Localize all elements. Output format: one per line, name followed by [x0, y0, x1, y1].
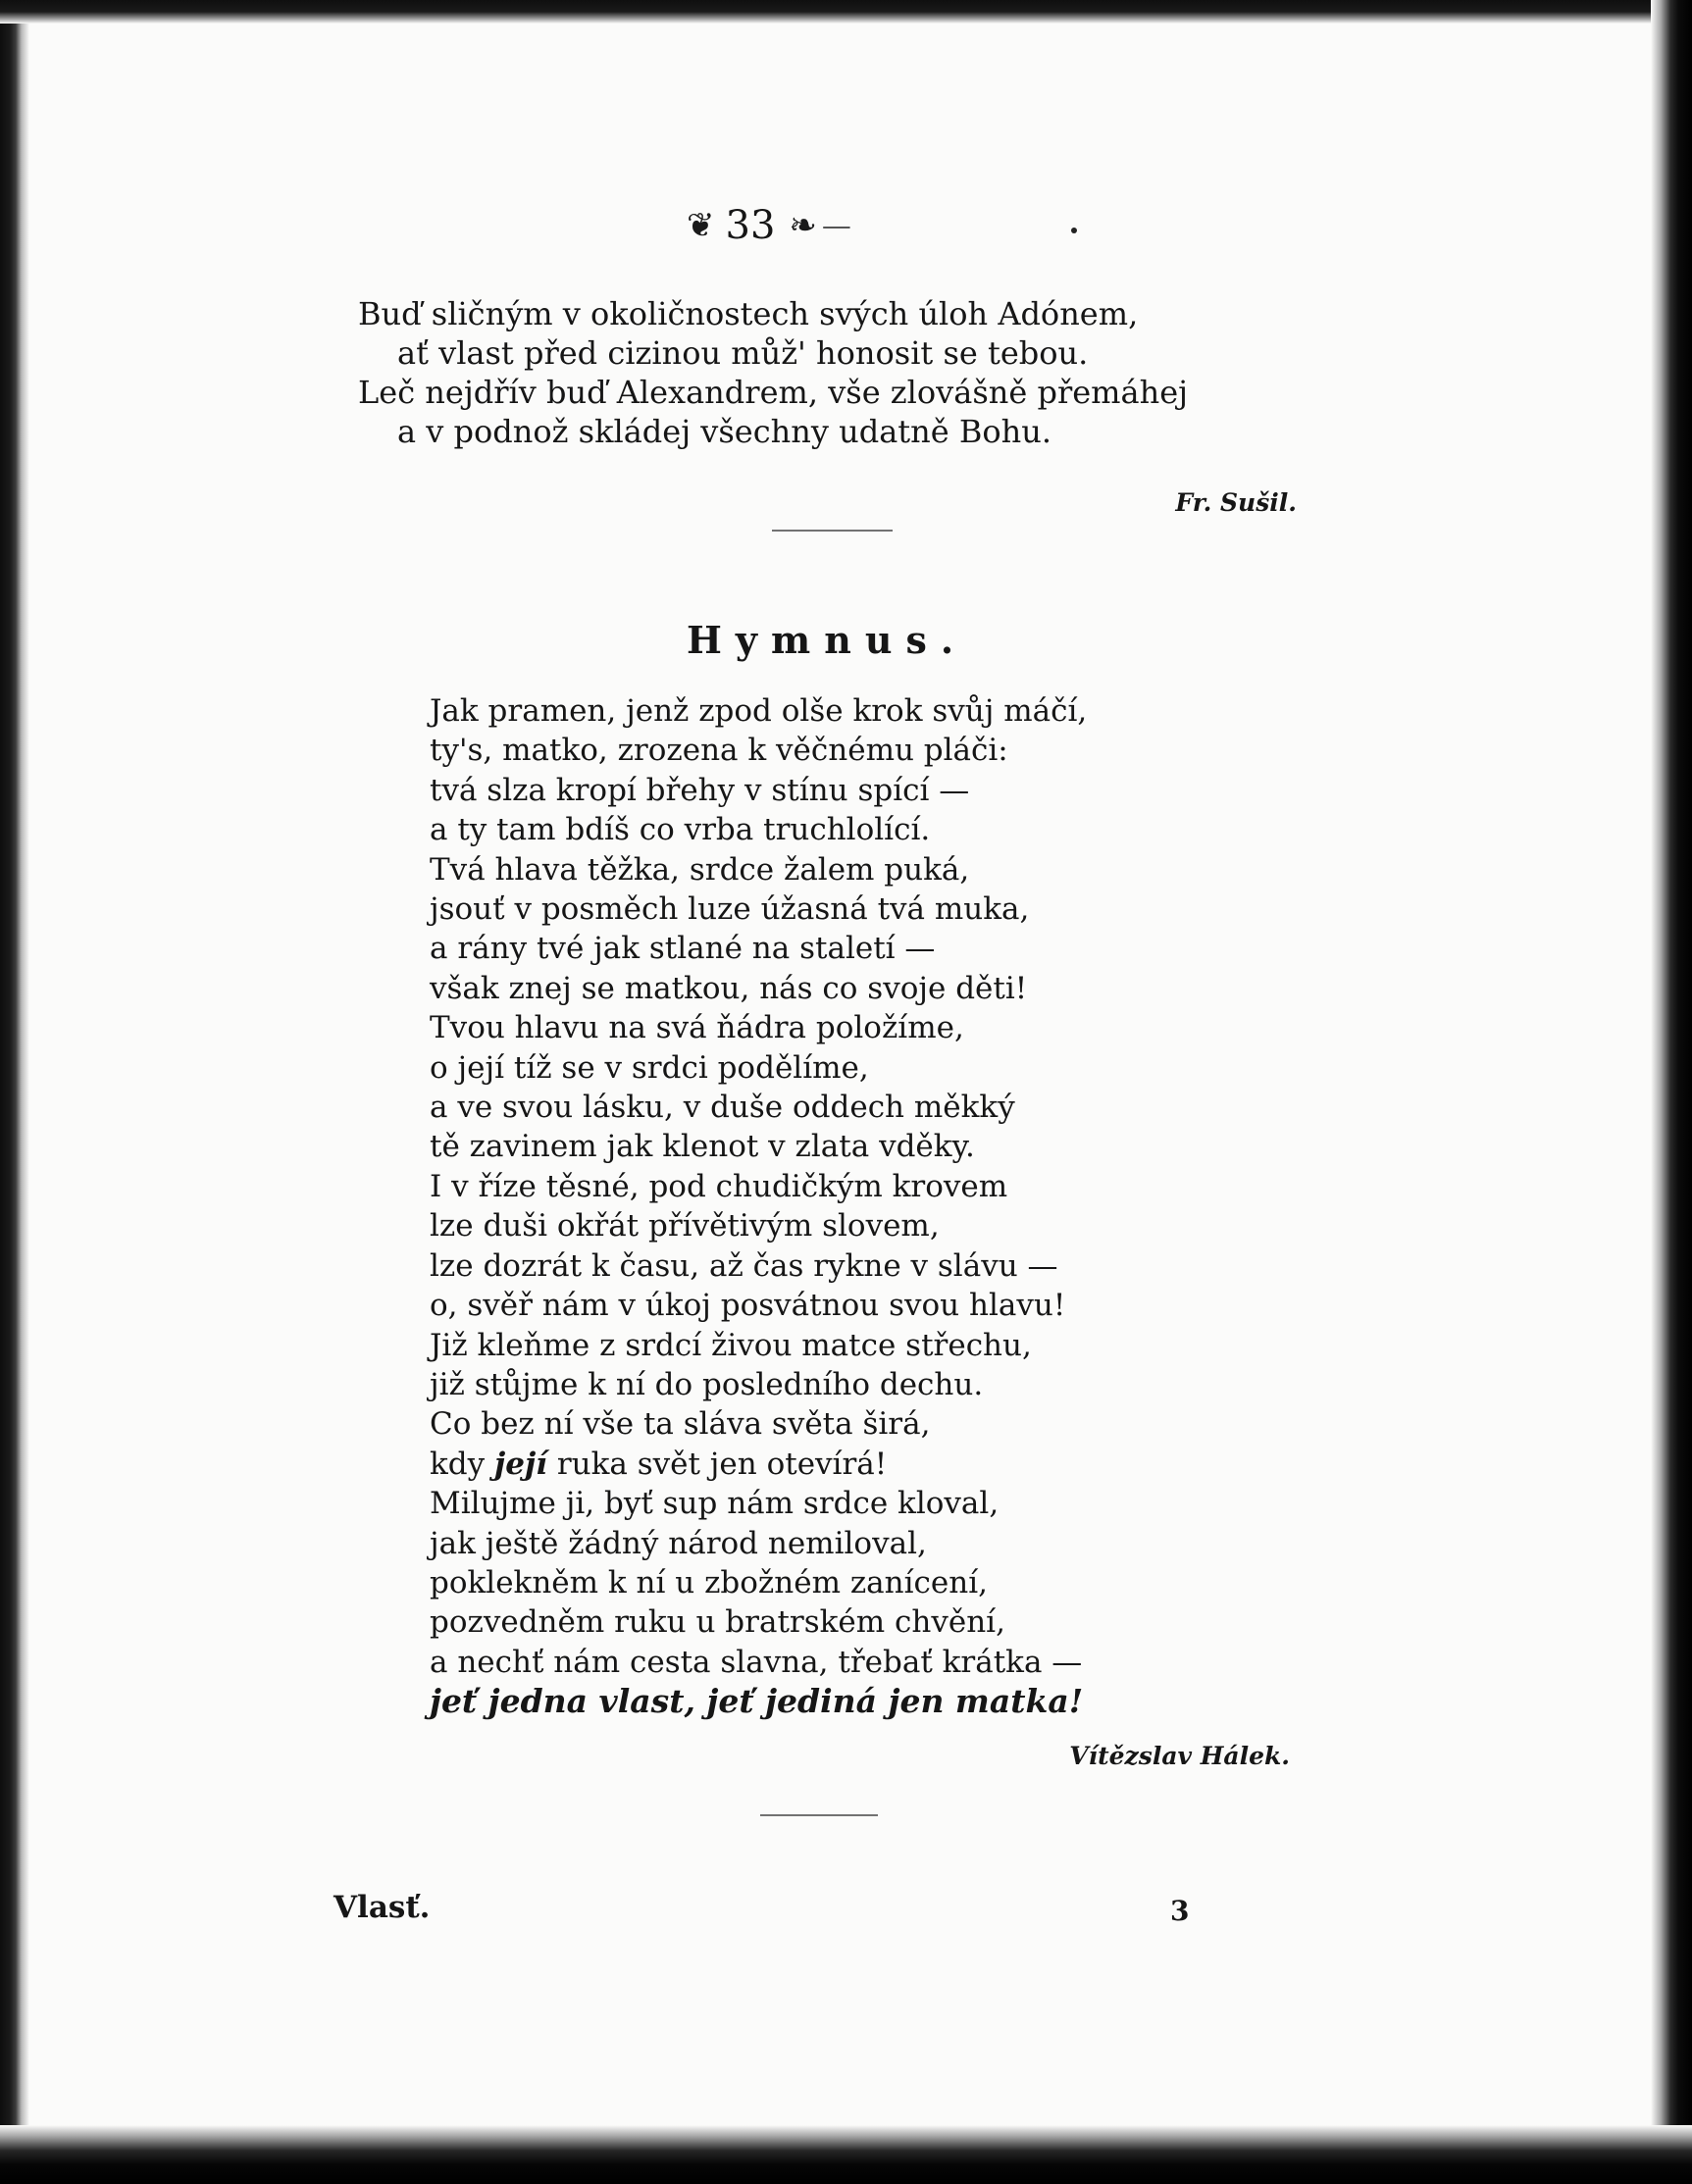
- section-divider: [772, 530, 893, 532]
- poem-line: o její tíž se v srdci podělíme,: [430, 1049, 869, 1086]
- poem-line: I v říze těsné, pod chudičkým krovem: [430, 1168, 1008, 1204]
- signature-mark: Vlasť.: [333, 1890, 431, 1925]
- poem-line: a ty tam bdíš co vrba truchlolící.: [430, 812, 931, 848]
- poem-line: a nechť nám cesta slavna, třebať krátka —: [430, 1644, 1083, 1680]
- poem-line: ty's, matko, zrozena k věčnému pláči:: [430, 733, 1008, 769]
- section-divider: [760, 1814, 878, 1816]
- poem-hymnus: [430, 691, 1263, 1722]
- ornament-right-icon: ❧: [789, 206, 814, 245]
- header-dash: —: [821, 208, 851, 243]
- poem-line: a rány tvé jak stlané na staletí —: [430, 931, 936, 967]
- poem-line: lze dozrát k času, až čas rykne v slávu —: [430, 1247, 1058, 1284]
- poem-sushil: [358, 294, 1329, 451]
- author-signature: Fr. Sušil.: [1175, 488, 1297, 517]
- poem-line: tvá slza kropí břehy v stínu spící —: [430, 772, 970, 808]
- page-number: 33: [725, 203, 776, 248]
- author-signature: Vítězslav Hálek.: [1069, 1742, 1290, 1770]
- poem-line: [430, 1445, 1263, 1484]
- poem-line: však znej se matkou, nás co svoje děti!: [430, 970, 1028, 1006]
- poem-line: poklekněm k ní u zbožném zanícení,: [430, 1564, 988, 1600]
- page-header: [687, 201, 1000, 250]
- poem-line: Tvá hlava těžka, srdce žalem puká,: [430, 851, 970, 888]
- poem-line: jsouť v posměch luze úžasná tvá muka,: [430, 891, 1030, 928]
- poem-title: Hymnus.: [687, 618, 968, 662]
- poem-line: Již kleňme z srdcí živou matce střechu,: [430, 1327, 1032, 1363]
- emphasized-word: její: [494, 1446, 547, 1482]
- poem-line: lze duši okřát přívětivým slovem,: [430, 1208, 940, 1244]
- sheet-number: 3: [1170, 1895, 1190, 1927]
- poem-line-part: kdy: [430, 1446, 486, 1482]
- poem-line: a v podnož skládej všechny udatně Bohu.: [397, 413, 1052, 450]
- poem-line: tě zavinem jak klenot v zlata vděky.: [430, 1129, 975, 1165]
- stray-dot: [1071, 228, 1077, 233]
- scan-bottom-edge: [0, 2125, 1692, 2184]
- poem-line: již stůjme k ní do posledního dechu.: [430, 1366, 984, 1402]
- scan-left-edge: [0, 0, 29, 2184]
- poem-line-part: ruka svět jen otevírá!: [556, 1446, 888, 1482]
- poem-line: Leč nejdřív buď Alexandrem, vše zlovášně přemáhej: [358, 374, 1189, 411]
- poem-line: Milujme ji, byť sup nám srdce kloval,: [430, 1486, 1000, 1522]
- poem-line: jak ještě žádný národ nemiloval,: [430, 1525, 927, 1561]
- poem-final-line: jeť jedna vlast, jeť jediná jen matka!: [430, 1682, 1084, 1721]
- poem-line: Tvou hlavu na svá ňádra položíme,: [430, 1010, 964, 1046]
- poem-line: Buď sličným v okoličnostech svých úloh Adónem,: [358, 295, 1139, 332]
- poem-line: Jak pramen, jenž zpod olše krok svůj máčí,: [430, 693, 1088, 729]
- poem-line: o, svěř nám v úkoj posvátnou svou hlavu!: [430, 1288, 1066, 1324]
- ornament-left-icon: ❦: [687, 206, 712, 245]
- poem-line: a ve svou lásku, v duše oddech měkký: [430, 1090, 1015, 1126]
- scan-top-edge: [0, 0, 1692, 24]
- scan-right-edge: [1651, 0, 1692, 2184]
- poem-line: ať vlast před cizinou můž' honosit se tebou.: [397, 334, 1089, 372]
- poem-line: pozvedněm ruku u bratrském chvění,: [430, 1604, 1005, 1641]
- poem-line: Co bez ní vše ta sláva světa širá,: [430, 1406, 931, 1443]
